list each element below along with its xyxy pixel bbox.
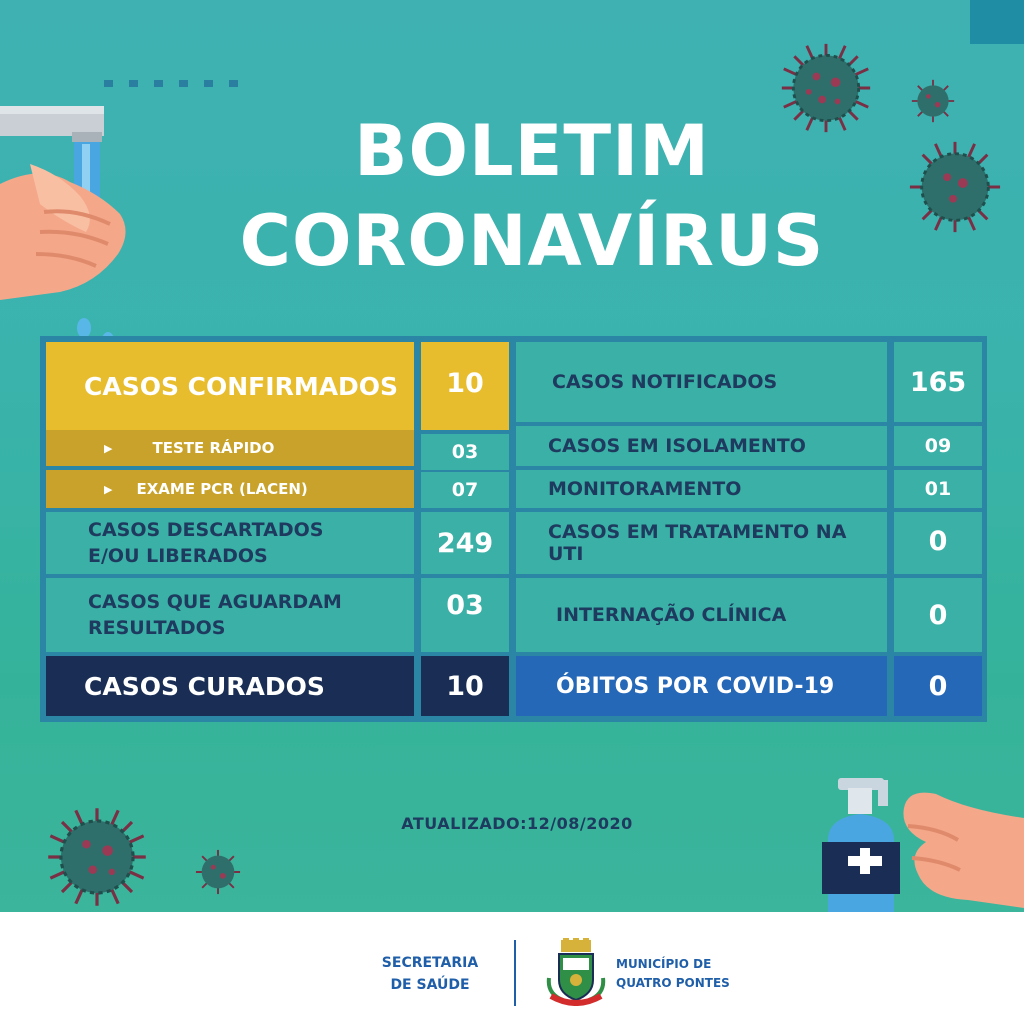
secretariat-line-1: SECRETARIA bbox=[381, 955, 479, 971]
discarded-line-2: E/OU LIBERADOS bbox=[88, 545, 268, 567]
isolation-cases-label bbox=[516, 426, 887, 466]
deaths-value-text: 0 bbox=[928, 670, 948, 702]
monitoring-value-text: 01 bbox=[924, 478, 952, 500]
awaiting-line-2: RESULTADOS bbox=[88, 617, 226, 639]
notified-cases-value bbox=[894, 342, 982, 422]
clinical-admission-value bbox=[894, 578, 982, 652]
bullet-triangle-icon: ▶ bbox=[104, 482, 113, 496]
municipality-label bbox=[616, 955, 730, 993]
rapid-test-label: TESTE RÁPIDO bbox=[152, 439, 275, 457]
municipality-line-2: QUATRO PONTES bbox=[616, 976, 730, 990]
pcr-exam-value bbox=[421, 472, 509, 508]
dots-decoration bbox=[104, 72, 254, 91]
clinical-admission-label bbox=[516, 578, 887, 652]
rapid-test-value-text: 03 bbox=[451, 441, 479, 463]
icu-label-text: CASOS EM TRATAMENTO NA UTI bbox=[548, 521, 847, 565]
title-line-2: CORONAVÍRUS bbox=[239, 200, 825, 282]
secretariat-line-2: DE SAÚDE bbox=[390, 977, 470, 993]
corner-decoration bbox=[970, 0, 1024, 44]
health-secretariat-label bbox=[370, 952, 490, 996]
isolation-label-text: CASOS EM ISOLAMENTO bbox=[548, 435, 806, 457]
monitoring-label bbox=[516, 470, 887, 508]
footer-divider bbox=[514, 940, 516, 1006]
discarded-cases-value bbox=[421, 512, 509, 574]
discarded-cases-label bbox=[46, 512, 414, 574]
recovered-value-text: 10 bbox=[446, 670, 484, 702]
notified-value-text: 165 bbox=[909, 366, 967, 398]
pcr-exam-value-text: 07 bbox=[451, 479, 479, 501]
deaths-value bbox=[894, 656, 982, 716]
deaths-label-text: ÓBITOS POR COVID-19 bbox=[556, 673, 835, 699]
monitoring-label-text: MONITORAMENTO bbox=[548, 478, 742, 500]
awaiting-value-text: 03 bbox=[446, 590, 484, 621]
title-line-1: BOLETIM bbox=[354, 110, 710, 192]
pcr-exam-label: EXAME PCR (LACEN) bbox=[136, 480, 308, 498]
icu-cases-value bbox=[894, 512, 982, 574]
bullet-triangle-icon: ▶ bbox=[104, 441, 113, 455]
footer bbox=[0, 912, 1024, 1024]
deaths-label bbox=[516, 656, 887, 716]
bulletin-table bbox=[40, 336, 987, 722]
monitoring-value bbox=[894, 470, 982, 508]
notified-label-text: CASOS NOTIFICADOS bbox=[552, 371, 778, 393]
notified-cases-label bbox=[516, 342, 887, 422]
rapid-test-value bbox=[421, 434, 509, 470]
confirmed-cases-label bbox=[46, 342, 414, 430]
updated-date: ATUALIZADO:12/08/2020 bbox=[401, 814, 633, 833]
hand-sanitizer-icon bbox=[808, 770, 1024, 930]
awaiting-results-value bbox=[421, 578, 509, 652]
isolation-cases-value bbox=[894, 426, 982, 466]
confirmed-cases-value-text: 10 bbox=[446, 368, 484, 399]
pcr-exam-row bbox=[46, 470, 414, 508]
recovered-label-text: CASOS CURADOS bbox=[84, 671, 325, 701]
icu-value-text: 0 bbox=[928, 526, 948, 557]
municipal-coat-of-arms-icon bbox=[545, 938, 607, 1006]
coronavirus-icon bbox=[194, 848, 242, 896]
recovered-cases-value bbox=[421, 656, 509, 716]
clinical-admission-label-text: INTERNAÇÃO CLÍNICA bbox=[556, 604, 787, 626]
municipality-line-1: MUNICÍPIO DE bbox=[616, 957, 712, 971]
confirmed-cases-value bbox=[421, 342, 509, 430]
rapid-test-row bbox=[46, 430, 414, 466]
awaiting-line-1: CASOS QUE AGUARDAM bbox=[88, 591, 342, 613]
discarded-value-text: 249 bbox=[436, 527, 494, 559]
awaiting-results-label bbox=[46, 578, 414, 652]
discarded-line-1: CASOS DESCARTADOS bbox=[88, 519, 324, 541]
isolation-value-text: 09 bbox=[924, 435, 952, 457]
icu-cases-label bbox=[516, 512, 887, 574]
confirmed-cases-label-text: CASOS CONFIRMADOS bbox=[84, 371, 399, 401]
recovered-cases-label bbox=[46, 656, 414, 716]
clinical-admission-value-text: 0 bbox=[928, 599, 948, 631]
